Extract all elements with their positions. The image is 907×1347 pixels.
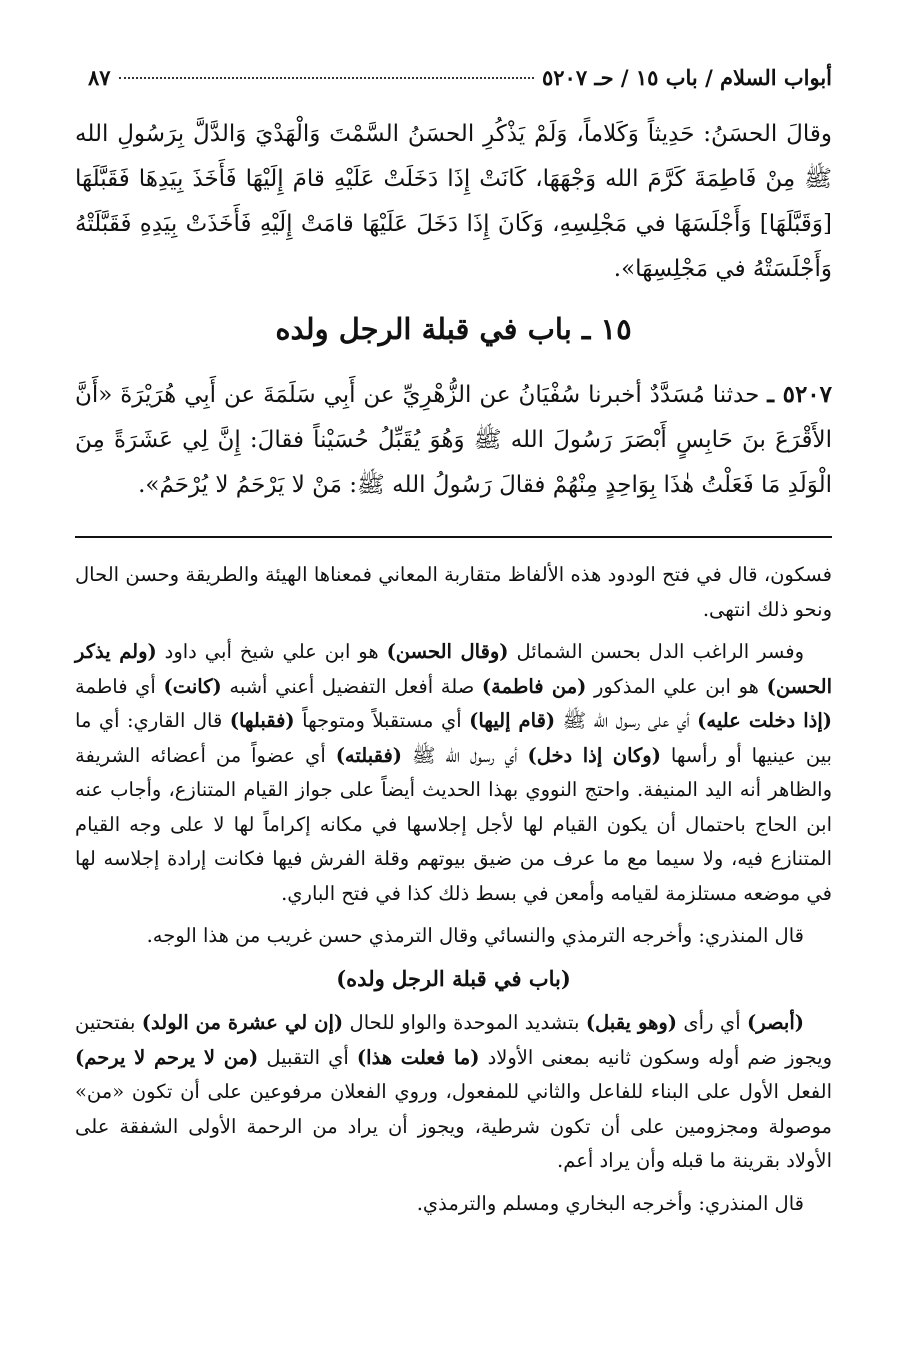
commentary-text: أي فاطمة: [75, 674, 164, 698]
commentary-text: أي رسول الله ﷺ: [402, 743, 528, 767]
hadith-number: ٥٢٠٧ ـ: [767, 381, 833, 408]
chapter-heading: [75, 312, 832, 346]
commentary-text: هو ابن علي المذكور: [586, 674, 767, 698]
quoted-phrase: (إذا دخلت عليه): [697, 709, 832, 732]
commentary: [75, 558, 832, 1229]
commentary-text: أي رأى: [677, 1011, 748, 1034]
hadith-previous-text: وقالَ الحسَنُ: حَدِيثاً وَكَلاماً، وَلَمْ يَذْكُرِ الحسَنُ السَّمْتَ وَالْهَدْيَ وَالدَّلَّ بِرَسُولِ الله ﷺ مِنْ فَاطِمَةَ كَرَّمَ الله وَجْهَهَا، كَانَتْ إِذَا دَخَلَتْ عَلَيْهِ قامَ إِلَيْهَا فَأَخَذَ بِيَدِهَا فَقَبَّلَهَا [وَقَبَّلَهَا] وَأَجْلَسَهَا في مَجْلِسِهِ، وَكَانَ إِذَا دَخَلَ عَلَيْهَا قامَتْ إِلَيْهِ فَأَخَذَتْ بِيَدِهِ فَقَبَّلَتْهُ وَأَجْلَسَتْهُ في مَجْلِسِهَا».: [75, 121, 832, 282]
quoted-phrase: (قام إليها): [469, 709, 556, 732]
quoted-phrase: (إن لي عشرة من الولد): [141, 1011, 344, 1034]
commentary-text: هو ابن علي شيخ أبي داود: [156, 640, 387, 663]
commentary-text: صلة أفعل التفضيل أعني أشبه: [221, 674, 482, 698]
commentary-paragraph-4: [75, 1006, 832, 1179]
commentary-text: أي عضواً من أعضائه الشريفة والظاهر أنه اليد المنيفة. واحتج النووي بهذا الحديث أيضاً على جواز القيام المتنازع، وأجاب عنه ابن الحاج باحتمال أن يكون القيام لها لأجل إجلاسها في مكانه إكراماً لها لا على وجه القيام المتنازع فيه، ولا سيما مع ما عرف من ضيق بيوتهم وقلة الفرش فيها فكانت إرادة إجلاسه لها في موضعه مستلزمة لقيامه وأمعن في بسط ذلك كذا في فتح الباري.: [75, 743, 832, 905]
quoted-phrase: (ما فعلت هذا): [356, 1045, 480, 1069]
commentary-paragraph-1: فسكون، قال في فتح الودود هذه الألفاظ متقاربة المعاني فمعناها الهيئة والطريقة وحسن الحال ونحو ذلك انتهى.: [75, 563, 832, 621]
commentary-paragraph-5: قال المنذري: وأخرجه البخاري ومسلم والترمذي.: [416, 1191, 804, 1215]
quoted-phrase: (وكان إذا دخل): [527, 743, 661, 767]
commentary-paragraph-2: [75, 635, 832, 911]
leader-dots: [119, 76, 534, 79]
quoted-phrase: (كانت): [163, 674, 222, 698]
quoted-phrase: (من لا يرحم لا يرحم): [75, 1045, 259, 1069]
quoted-phrase: (من فاطمة): [481, 674, 587, 698]
commentary-text: وفسر الراغب الدل بحسن الشمائل: [508, 640, 805, 663]
quoted-phrase: (وهو يقبل): [585, 1011, 677, 1034]
commentary-text: قال القاري: أي ما بين عينيها أو رأسها: [75, 709, 832, 767]
commentary-text: أي مستقبلاً ومتوجهاً: [294, 709, 470, 732]
running-head-title: أبواب السلام / باب ١٥ / حـ ٥٢٠٧: [542, 64, 832, 90]
quoted-phrase: (وقال الحسن): [386, 640, 509, 663]
quoted-phrase: (أبصر): [747, 1011, 804, 1034]
footnote-divider: [75, 536, 832, 538]
chapter-word: باب: [527, 312, 572, 346]
commentary-text: أي التقبيل: [258, 1045, 357, 1069]
hadith-previous-ending: [75, 112, 832, 292]
commentary-text: بتشديد الموحدة والواو للحال: [343, 1011, 586, 1034]
commentary-paragraph-3: قال المنذري: وأخرجه الترمذي والنسائي وقال الترمذي حسن غريب من هذا الوجه.: [146, 924, 804, 947]
chapter-number: ١٥ ـ: [581, 312, 632, 346]
quoted-phrase: (ولم يذكر الحسن): [75, 640, 833, 698]
commentary-chapter-title: (باب في قبلة الرجل ولده): [336, 965, 571, 991]
commentary-text: أي على رسول الله ﷺ: [555, 709, 698, 732]
quoted-phrase: (فقبلها): [229, 709, 295, 732]
commentary-text: الفعل الأول على البناء للفاعل والثاني للمفعول، وروي الفعلان مرفوعين على أن تكون «من» موصولة ومجزومين على أن تكون شرطية، ويجوز أن يراد من الرحمة الأولى الشفقة على الأولاد بقرينة ما قبله وأن يراد أعم.: [75, 1080, 832, 1172]
page-number: ٨٧: [88, 64, 111, 90]
hadith-main: [75, 372, 832, 508]
chapter-title: في قبلة الرجل ولده: [275, 312, 518, 346]
running-head: [88, 62, 832, 92]
quoted-phrase: (فقبلته): [335, 743, 403, 767]
commentary-text: بفتحتين ويجوز ضم أوله وسكون ثانيه بمعنى الأولاد: [75, 1011, 833, 1069]
hadith-text: حدثنا مُسَدَّدٌ أخبرنا سُفْيَانُ عن الزُّهْرِيِّ عن أَبِي سَلَمَةَ عن أَبِي هُرَيْرَةَ «أَنَّ الأَقْرَعَ بنَ حَابِسٍ أَبْصَرَ رَسُولَ الله ﷺ وَهُوَ يُقَبِّلُ حُسَيْناً فقالَ: إِنَّ لِي عَشَرَةً مِنَ الْوَلَدِ مَا فَعَلْتُ هٰذَا بِوَاحِدٍ مِنْهُمْ فقالَ رَسُولُ الله ﷺ: مَنْ لا يَرْحَمُ لا يُرْحَمُ».: [75, 382, 832, 498]
